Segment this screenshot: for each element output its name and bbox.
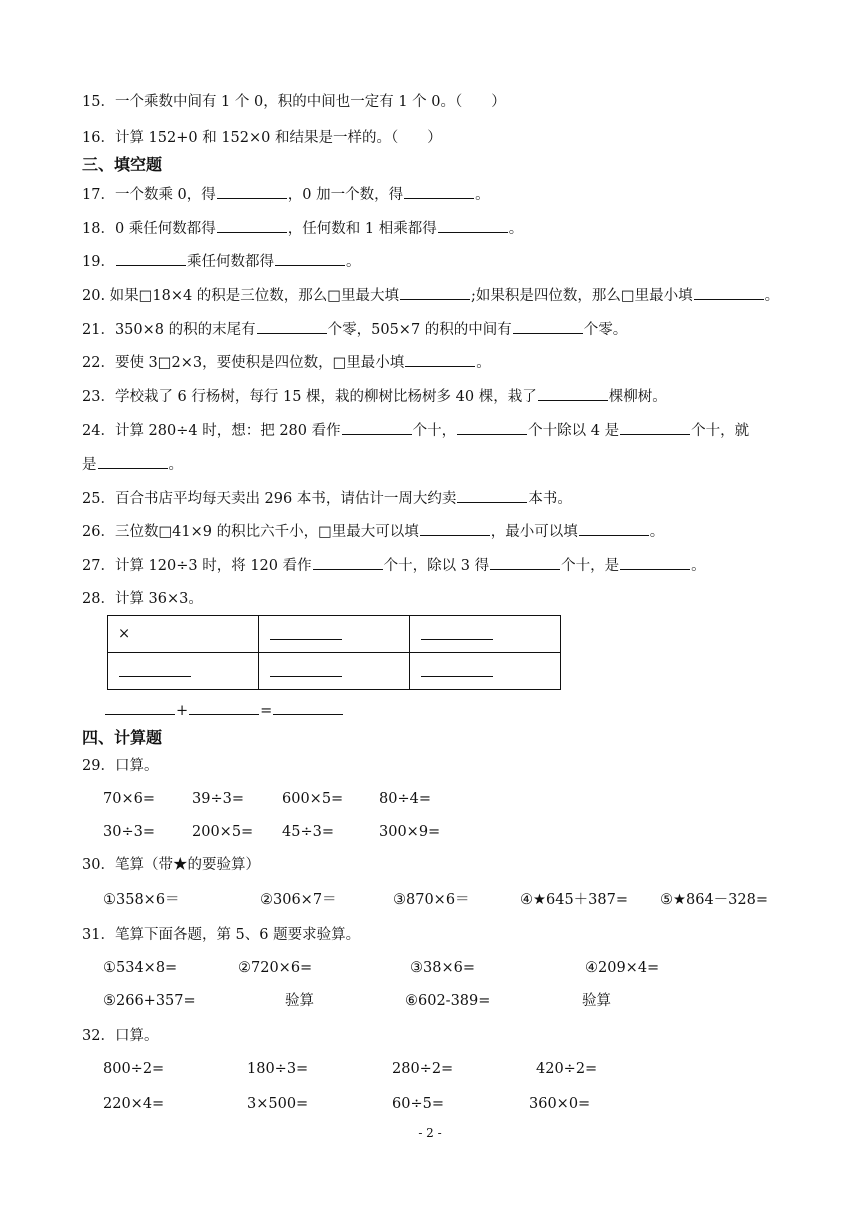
question-30-title: 30．笔算（带★的要验算） [82,857,260,873]
answer-blank[interactable] [457,488,527,503]
answer-blank[interactable] [694,285,764,300]
answer-blank[interactable] [438,218,508,233]
question-31-title: 31．笔算下面各题，第 5、6 题要求验算。 [82,927,361,943]
oral-calc-item: 600×5= [282,791,344,807]
written-calc-item: ③38×6= [410,960,475,976]
answer-blank[interactable] [257,319,327,334]
table-cell[interactable] [108,653,259,690]
section-heading-fill-in: 三、填空题 [82,155,163,174]
answer-blank[interactable] [313,555,383,570]
answer-blank[interactable] [490,555,560,570]
oral-calc-item: 3×500= [247,1096,309,1112]
answer-blank[interactable] [342,420,412,435]
written-calc-item: ①534×8= [103,960,178,976]
answer-blank[interactable] [270,662,342,677]
question-29-title: 29．口算。 [82,758,159,774]
oral-calc-item: 220×4= [103,1096,165,1112]
answer-blank[interactable] [404,184,474,199]
written-calc-item: ⑤266+357= [103,993,196,1009]
oral-calc-item: 39÷3= [192,791,244,807]
answer-blank[interactable] [513,319,583,334]
answer-blank[interactable] [189,700,259,715]
oral-calc-item: 60÷5= [392,1096,444,1112]
page-number: - 2 - [418,1126,442,1140]
answer-blank[interactable] [420,521,490,536]
answer-blank[interactable] [275,251,345,266]
table-cell[interactable] [410,653,561,690]
answer-blank[interactable] [405,352,475,367]
written-calc-item: ④★645＋387= [520,892,628,908]
answer-blank[interactable] [457,420,527,435]
written-calc-item: ④209×4= [585,960,660,976]
answer-blank[interactable] [270,625,342,640]
question-18: 18．0 乘任何数都得 ，任何数和 1 相乘都得 。 [82,218,523,239]
oral-calc-item: 360×0= [529,1096,591,1112]
answer-blank[interactable] [119,662,191,677]
answer-blank[interactable] [217,218,287,233]
question-15: 15．一个乘数中间有 1 个 0，积的中间也一定有 1 个 0。（ ） [82,94,506,110]
multiplication-table [107,615,561,690]
answer-blank[interactable] [538,386,608,401]
written-calc-item: ②306×7＝ [260,892,337,908]
answer-blank[interactable] [116,251,186,266]
oral-calc-item: 800÷2= [103,1061,165,1077]
answer-blank[interactable] [620,555,690,570]
written-calc-item: ③870×6＝ [393,892,470,908]
check-label: 验算 [582,993,611,1009]
table-cell[interactable] [410,616,561,653]
oral-calc-item: 180÷3= [247,1061,309,1077]
question-26: 26．三位数□41×9 的积比六千小，□里最大可以填 ，最小可以填 。 [82,521,664,542]
question-22: 22．要使 3□2×3，要使积是四位数，□里最小填 。 [82,352,491,373]
oral-calc-item: 280÷2= [392,1061,454,1077]
question-19: 19． 乘任何数都得 。 [82,251,360,272]
section-heading-calculation: 四、计算题 [82,728,163,747]
oral-calc-item: 30÷3= [103,824,155,840]
written-calc-item: ⑥602-389= [405,993,491,1009]
question-23: 23．学校栽了 6 行杨树，每行 15 棵，栽的柳树比杨树多 40 棵，栽了 棵柳树。 [82,386,667,407]
question-21: 21．350×8 的积的末尾有 个零，505×7 的积的中间有 个零。 [82,319,627,340]
check-label: 验算 [285,993,314,1009]
answer-blank[interactable] [620,420,690,435]
written-calc-item: ①358×6＝ [103,892,180,908]
oral-calc-item: 420÷2= [536,1061,598,1077]
question-17: 17．一个数乘 0，得 ，0 加一个数，得 。 [82,184,490,205]
question-27: 27．计算 120÷3 时，将 120 看作 个十，除以 3 得 个十，是 。 [82,555,706,576]
oral-calc-item: 80÷4= [379,791,431,807]
question-20: 20. 如果□18×4 的积是三位数，那么□里最大填 ;如果积是四位数，那么□里最小填 。 [82,285,779,306]
answer-blank[interactable] [98,454,168,469]
written-calc-item: ⑤★864－328= [660,892,768,908]
oral-calc-item: 45÷3= [282,824,334,840]
answer-blank[interactable] [400,285,470,300]
oral-calc-item: 200×5= [192,824,254,840]
question-24: 24．计算 280÷4 时，想：把 280 看作 个十， 个十除以 4 是 个十，就 [82,420,749,441]
answer-blank[interactable] [579,521,649,536]
answer-blank[interactable] [105,700,175,715]
sum-line: + = [104,700,344,721]
question-25: 25．百合书店平均每天卖出 296 本书，请估计一周大约卖 本书。 [82,488,572,509]
times-symbol: × [118,626,131,642]
answer-blank[interactable] [217,184,287,199]
table-cell[interactable] [259,653,410,690]
oral-calc-item: 70×6= [103,791,155,807]
question-24-continued: 是 。 [82,454,183,475]
answer-blank[interactable] [421,625,493,640]
answer-blank[interactable] [421,662,493,677]
question-28: 28．计算 36×3。 [82,591,203,607]
question-32-title: 32．口算。 [82,1028,159,1044]
question-16: 16．计算 152+0 和 152×0 和结果是一样的。（ ） [82,130,442,146]
table-cell[interactable] [259,616,410,653]
written-calc-item: ②720×6= [238,960,313,976]
answer-blank[interactable] [273,700,343,715]
table-cell-times [108,616,259,653]
oral-calc-item: 300×9= [379,824,441,840]
